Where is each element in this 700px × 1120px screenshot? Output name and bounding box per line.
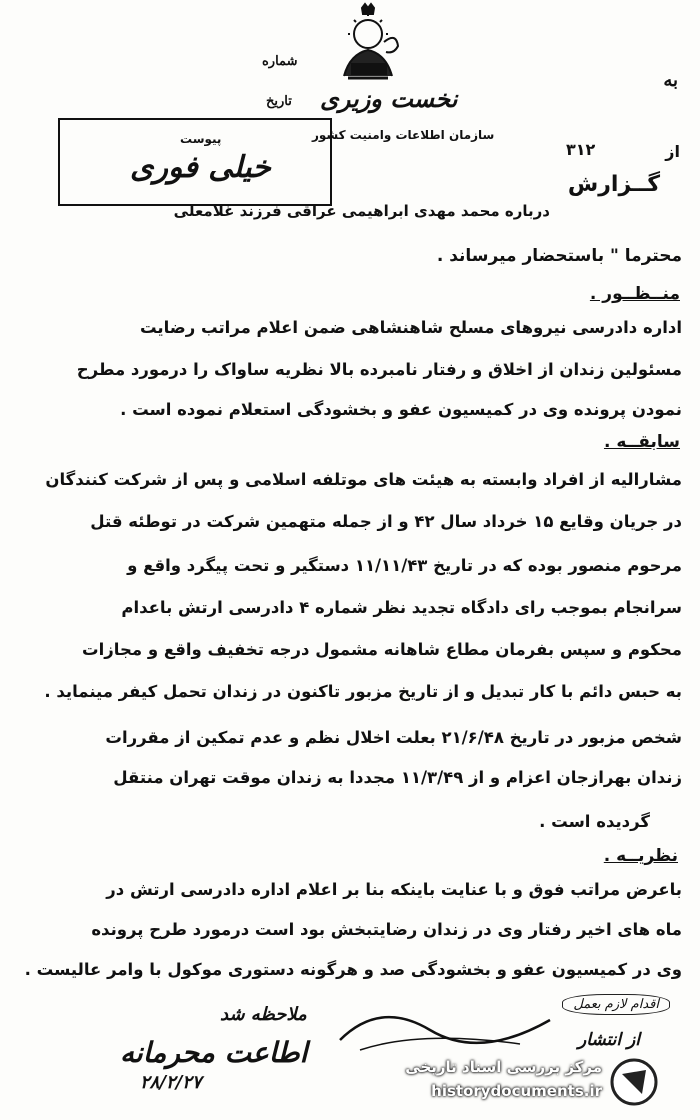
body-line: در جریان وقایع ۱۵ خرداد سال ۴۲ و از جمله متهمین شرکت در توطئه قتل bbox=[90, 512, 682, 531]
urgency-stamp bbox=[58, 118, 332, 206]
archive-watermark bbox=[380, 1052, 660, 1112]
organization-name: سازمان اطلاعات وامنیت کشور bbox=[312, 128, 495, 142]
ministry-title: نخست وزیری bbox=[320, 84, 458, 113]
stamp-urgent-text: خیلی فوری bbox=[130, 150, 271, 185]
handwritten-note-right: از انتشار bbox=[578, 1030, 640, 1050]
section-heading-background: سابقــه . bbox=[603, 432, 680, 452]
watermark-persian-text: مرکز بررسی اسناد تاریخی bbox=[405, 1058, 602, 1076]
lion-and-sun-emblem-icon bbox=[328, 2, 408, 84]
archive-logo-icon bbox=[608, 1056, 660, 1108]
body-line: اداره دادرسی نیروهای مسلح شاهنشاهی ضمن اعلام مراتب رضایت bbox=[139, 318, 682, 337]
report-subject: درباره محمد مهدی ابراهیمی عراقی فرزند غلامعلی bbox=[173, 202, 550, 220]
body-line: نمودن پرونده وی در کمیسیون عفو و بخشودگی استعلام نموده است . bbox=[120, 400, 682, 419]
from-value: ۳۱۲ bbox=[566, 140, 596, 159]
stamp-attachment-label: پیوست bbox=[180, 132, 222, 146]
body-line: شخص مزبور در تاریخ ۲۱/۶/۴۸ بعلت اخلال نظم و عدم تمکین از مقررات bbox=[105, 728, 682, 747]
body-line: محکوم و سپس بفرمان مطاع شاهانه مشمول درجه تخفیف واقع و مجازات bbox=[82, 640, 682, 659]
signature-scribble-icon bbox=[330, 1000, 570, 1060]
body-line: گردیده است . bbox=[539, 812, 650, 831]
salutation-rest: باستحضار میرساند . bbox=[436, 246, 605, 266]
body-line: مشارالیه از افراد وابسته به هیئت های موتلفه اسلامی و پس از شرکت کنندگان bbox=[45, 470, 682, 489]
body-line: سرانجام بموجب رای دادگاه تجدید نظر شماره ۴ دادرسی ارتش باعدام bbox=[121, 598, 682, 617]
body-line: مسئولین زندان از اخلاق و رفتار نامبرده بالا نظریه ساواک را درمورد مطرح bbox=[76, 360, 682, 379]
body-line: وی در کمیسیون عفو و بخشودگی صد و هرگونه دستوری موکول با وامر عالیست . bbox=[24, 960, 682, 979]
handwritten-signature: اطاعت محرمانه bbox=[120, 1036, 308, 1069]
date-label: تاریخ bbox=[266, 94, 292, 109]
section-heading-opinion: نظریــه . bbox=[603, 846, 678, 866]
to-label: به bbox=[663, 70, 678, 91]
from-label: از bbox=[665, 142, 680, 161]
report-title: گــزارش bbox=[567, 172, 660, 197]
section-heading-purpose: منــظــور . bbox=[589, 284, 680, 304]
body-line: باعرض مراتب فوق و با عنایت باینکه بنا بر اعلام اداره دادرسی ارتش در bbox=[106, 880, 682, 899]
number-label: شماره bbox=[262, 54, 298, 69]
watermark-url-text: historydocuments.ir bbox=[431, 1082, 602, 1100]
margin-note: اقدام لازم بعمل bbox=[562, 994, 670, 1015]
handwritten-note-seen: ملاحظه شد bbox=[220, 1004, 307, 1025]
salutation-word: محترما bbox=[624, 246, 682, 266]
body-line: ماه های اخیر رفتار وی در زندان رضایتبخش بود است درمورد طرح پرونده bbox=[91, 920, 682, 939]
body-line: زندان بهرازجان اعزام و از ۱۱/۳/۴۹ مجددا به زندان موقت تهران منتقل bbox=[113, 768, 682, 787]
salutation: محترما " باستحضار میرساند . bbox=[436, 246, 682, 266]
body-line: به حبس دائم با کار تبدیل و از تاریخ مزبور تاکنون در زندان تحمل کیفر مینماید . bbox=[44, 682, 682, 701]
handwritten-date: ۲۸/۲/۲۷ bbox=[140, 1072, 202, 1093]
body-line: مرحوم منصور بوده که در تاریخ ۱۱/۱۱/۴۳ دستگیر و تحت پیگرد واقع و bbox=[127, 556, 682, 575]
